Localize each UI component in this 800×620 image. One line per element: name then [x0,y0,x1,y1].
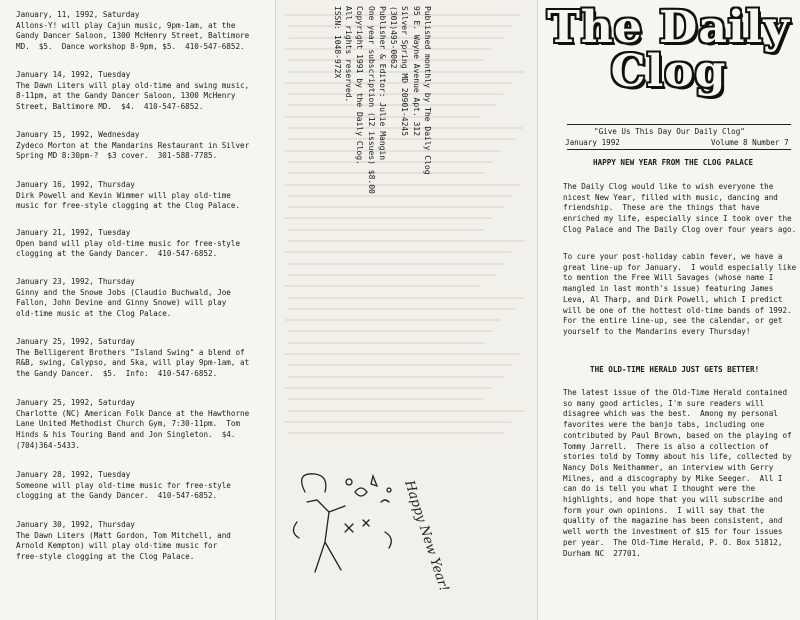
show-through-line [287,398,483,400]
event-item: January 16, 1992, Thursday Dirk Powell and Kevin Wimmer will play old-time music for free-style clogging at the Clog Palace. [16,180,241,211]
issue-date: January 1992 [565,138,620,147]
show-through-line [285,319,501,321]
issue-number: Volume 8 Number 7 [711,138,789,147]
event-item: January 15, 1992, Wednesday Zydeco Morton at the Mandarins Restaurant in Silver Spring MD 8:30pm-? $3 cover. 301-588-7785. [16,130,250,161]
rule-top [567,124,791,125]
show-through-line [285,387,491,389]
event-item: January 21, 1992, Tuesday Open band will play old-time music for free-style clogging at the Gandy Dancer. 410-547-6852. [16,228,241,259]
show-through-line [289,240,525,242]
paragraph-new-year: The Daily Clog would like to wish everyone the nicest New Year, filled with music, dancing and friendship. These are the things that have enriched my life, especially since I took over the Clog Palace and The Daily Clog over four years ago. [563,182,797,234]
event-item: January, 11, 1992, Saturday Allons-Y! will play Cajun music, 9pm-1am, at the Gandy Dancer Saloon, 1300 McHenry Street, Baltimore MD. $5. Dance workshop 8-9pm, $5. 410-547-6852. [16,10,250,52]
event-item: January 25, 1992, Saturday Charlotte (NC) American Folk Dance at the Hawthorne Lane United Methodist Church Gym, 7:30-11pm. Tom Hinds & his Touring Band and Jon Singleton. $4. (704)364-5433. [16,398,250,450]
motto: "Give Us This Day Our Daily Clog" [594,127,745,136]
show-through-line [289,376,505,378]
publication-info: Published monthly by The Daily Clog 95 E. Wayne Avenue Apt. 312 Silver Spring MD 20901-4245 (301)495-0062 Publisher & Editor: Julie Mangin One year subscription (12 issues) $8.00 Copyright 1991 by the Daily Clog. All rights reserved. ISSN: 1048-972X [332,6,432,194]
event-item: January 25, 1992, Saturday The Belligerent Brothers "Island Swing" a blend of R&B, swing, Calypso, and Ska, will play 9pm-1am, at the Gandy Dancer. $5. Info: 410-547-6852. [16,337,250,379]
show-through-line [287,263,503,265]
show-through-line [289,206,505,208]
show-through-line [285,421,511,423]
show-through-line [285,217,491,219]
event-item: January 23, 1992, Thursday Ginny and the Snowe Jobs (Claudio Buchwald, Joe Fallon, John Devine and Ginny Snowe) will play old-time music at the Clog Palace. [16,277,231,319]
new-year-doodle-drawing [285,462,452,602]
show-through-line [289,410,525,412]
headline-new-year: HAPPY NEW YEAR FROM THE CLOG PALACE [593,158,754,167]
headline-old-time-herald: THE OLD-TIME HERALD JUST GETS BETTER! [590,365,760,374]
event-item: January 30, 1992, Thursday The Dawn Liters (Matt Gordon, Tom Mitchell, and Arnold Kempton) will play old-time music for free-style clogging at the Clog Palace. [16,520,231,562]
show-through-line [287,195,513,197]
show-through-line [289,308,515,310]
show-through-line [285,353,521,355]
fold-line-left [275,0,276,620]
newsletter-logo [537,0,800,100]
rule-bottom [567,149,791,150]
show-through-line [285,251,511,253]
event-item: January 14, 1992, Tuesday The Dawn Liters will play old-time and swing music, 8-11pm, at the Gandy Dancer Saloon, 1300 McHenry Street, Baltimore MD. $4. 410-547-6852. [16,70,250,112]
show-through-line [289,274,495,276]
show-through-line [287,364,513,366]
logo-line-2: Clog [610,46,727,97]
logo-line-1: The Daily [547,2,790,53]
show-through-line [287,330,493,332]
show-through-line [287,432,503,434]
paragraph-old-time-herald: The latest issue of the Old-Time Herald contained so many good articles, I'm sure readers will disagree which was the best. Among my personal favorites were the banjo tabs, including one contributed by Paul Brown, based on the playing of Tommy Jarrell. There is also a collection of stories told by Tommy about his life, collected by Nancy Dols Neithammer, an interview with Gerry Milnes, and a discography by Mike Seeger. All I can do is tell you what I thought were the highlights, and hope that you will subscribe and form your own opinions. I will say that the quality of the magazine has been consistent, and well worth the investment of $15 for four issues per year. The Old-Time Herald, P. O. Box 51812, Durham NC 27701. [563,388,792,558]
show-through-line [287,229,483,231]
paragraph-lineup: To cure your post-holiday cabin fever, we have a great line-up for January. I would especially like to mention the Free Will Savages (whose name I mangled in last month's issue) featuring James Leva, Al Tharp, and Dirk Powell, which I predict will be one of the hottest old-time bands of 1992. For the entire line-up, see the calendar, or get yourself to the Mandarins every Thursday! [563,252,797,336]
doodle-greeting: Happy New Year! [401,478,452,594]
show-through-line [287,297,523,299]
show-through-line [285,285,481,287]
show-through-line [289,342,485,344]
event-item: January 28, 1992, Tuesday Someone will play old-time music for free-style clogging at the Gandy Dancer. 410-547-6852. [16,470,231,501]
